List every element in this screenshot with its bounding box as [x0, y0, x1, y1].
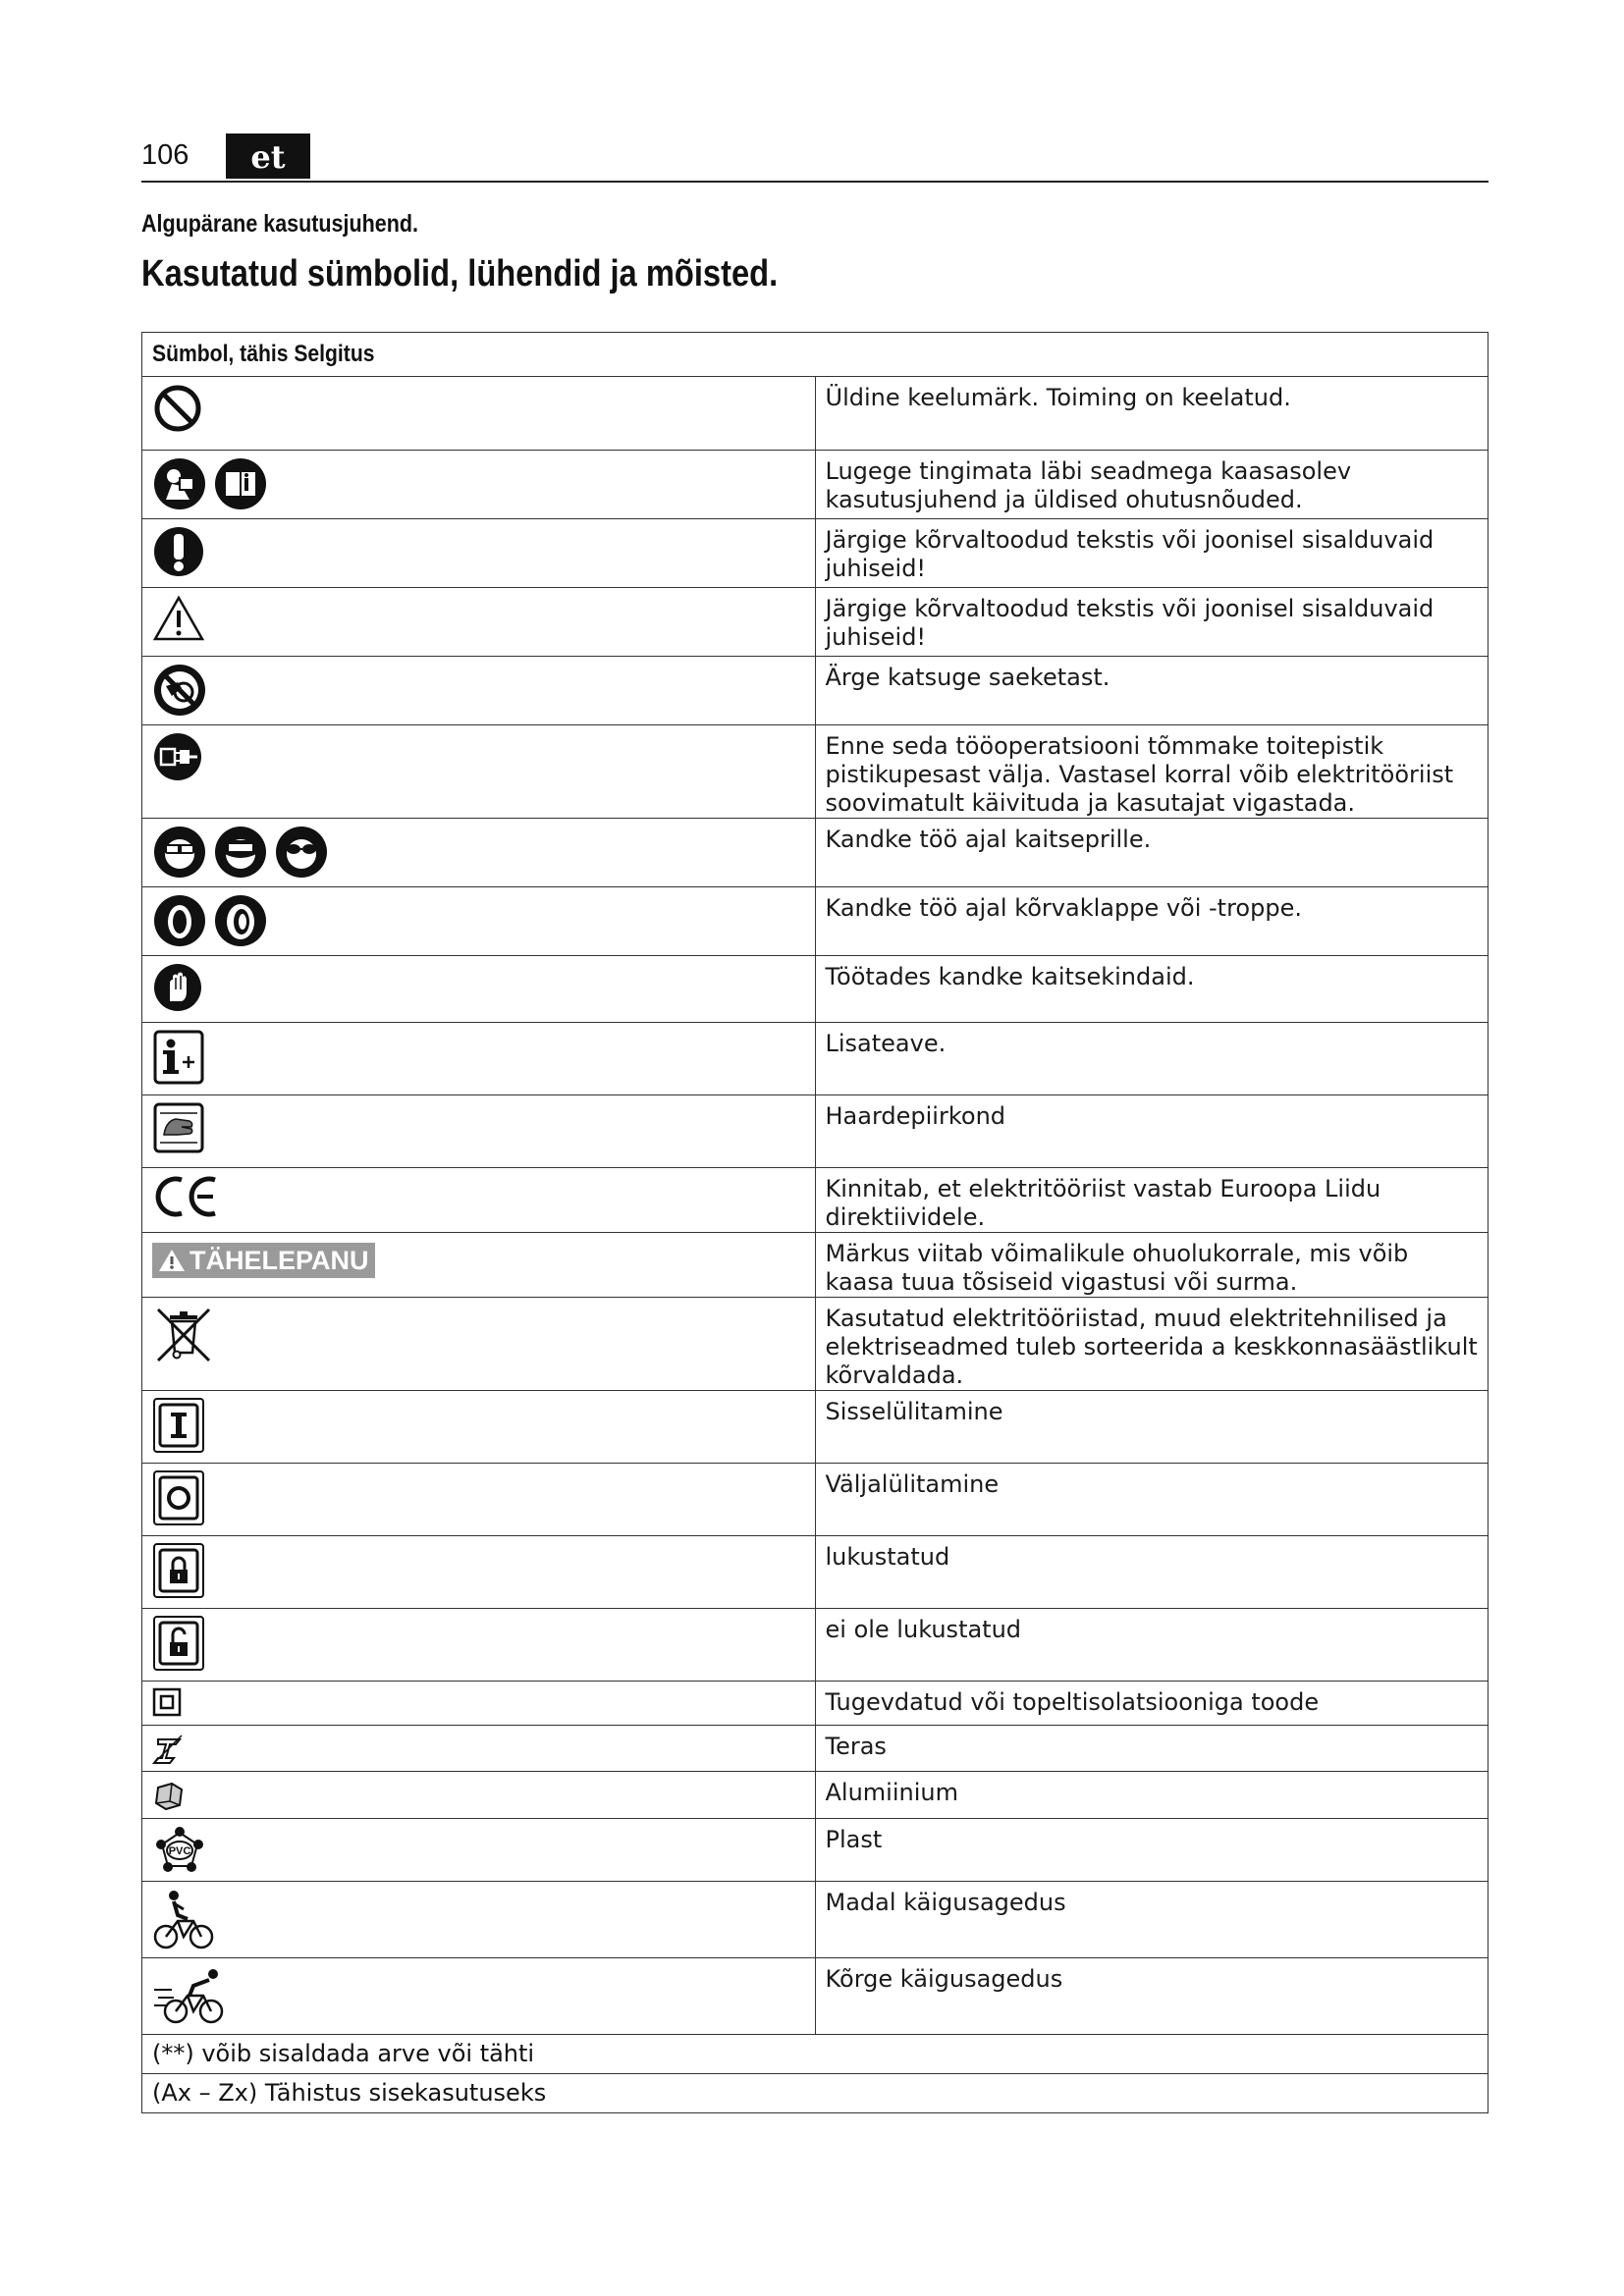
table-header-row	[142, 333, 1489, 377]
table-row	[142, 1168, 1489, 1233]
description-cell: Sisselülitamine	[815, 1391, 1489, 1464]
description-cell: Kasutatud elektritööriistad, muud elektritehnilised ja elektriseadmed tuleb sorteerida a keskkonnasäästlikult kõrvaldada.	[815, 1298, 1489, 1391]
description-cell: Teras	[815, 1726, 1489, 1772]
warning-banner-triangle-icon	[158, 1248, 186, 1273]
symbol-cell	[142, 1726, 816, 1772]
goggles-shield-icon	[213, 825, 268, 880]
table-row	[142, 1682, 1489, 1726]
do-not-touch-blade-icon	[152, 663, 207, 718]
description-cell: Töötades kandke kaitsekindaid.	[815, 956, 1489, 1023]
symbol-cell	[142, 1958, 816, 2035]
table-row	[142, 956, 1489, 1023]
description-cell: Märkus viitab võimalikule ohuolukorrale, mis võib kaasa tuua tõsiseid vigastusi või surma.	[815, 1233, 1489, 1298]
description-cell: Enne seda tööoperatsiooni tõmmake toitepistik pistikupesast välja. Vastasel korral võib elektritööriist soovimatult käivituda ja kasutajat vigastada.	[815, 725, 1489, 819]
table-footer-row	[142, 2074, 1489, 2113]
symbol-cell	[142, 1233, 816, 1298]
table-row	[142, 519, 1489, 588]
fast-cyclist-icon	[152, 1964, 229, 2029]
symbol-cell	[142, 887, 816, 956]
description-cell: Kinnitab, et elektritööriist vastab Euroopa Liidu direktiividele.	[815, 1168, 1489, 1233]
prohibition-icon	[152, 383, 203, 434]
symbols-table	[141, 332, 1489, 2113]
table-row	[142, 1391, 1489, 1464]
goggles-icon	[152, 825, 807, 880]
symbol-cell	[142, 1536, 816, 1609]
aluminium-icon	[152, 1778, 188, 1813]
ce-mark-icon	[152, 1174, 221, 1219]
gloves-icon	[152, 962, 203, 1013]
symbol-cell	[142, 819, 816, 887]
description-cell: Lugege tingimata läbi seadmega kaasasolev kasutusjuhend ja üldised ohutusnõuded.	[815, 451, 1489, 519]
goggles-visor-icon	[152, 825, 207, 880]
table-row	[142, 1536, 1489, 1609]
book-icon	[213, 456, 268, 511]
symbol-cell	[142, 725, 816, 819]
description-cell: ei ole lukustatud	[815, 1609, 1489, 1682]
description-cell: Järgige kõrvaltoodud tekstis või joonisel sisalduvaid juhiseid!	[815, 588, 1489, 657]
page-number: 106	[141, 139, 189, 171]
description-cell: Tugevdatud või topeltisolatsiooniga toode	[815, 1682, 1489, 1726]
table-row	[142, 1772, 1489, 1819]
description-cell: Alumiinium	[815, 1772, 1489, 1819]
pvc-plastic-icon	[152, 1825, 207, 1874]
page-header	[141, 133, 1489, 183]
warning-triangle-icon	[152, 594, 205, 643]
earmuffs-icon	[152, 893, 207, 948]
warning-banner-label: TÄHELEPANU	[189, 1245, 369, 1275]
symbol-cell	[142, 1095, 816, 1168]
table-row	[142, 1464, 1489, 1536]
symbol-cell	[142, 1882, 816, 1958]
earplugs-icon	[213, 893, 268, 948]
symbol-cell	[142, 1682, 816, 1726]
symbol-cell	[142, 519, 816, 588]
description-cell: Haardepiirkond	[815, 1095, 1489, 1168]
footnote: (Ax – Zx) Tähistus sisekasutuseks	[142, 2074, 1489, 2113]
table-row	[142, 1882, 1489, 1958]
symbol-cell	[142, 1772, 816, 1819]
description-cell: Väljalülitamine	[815, 1464, 1489, 1536]
switch-off-icon	[152, 1469, 205, 1526]
symbol-cell	[142, 1168, 816, 1233]
symbol-cell	[142, 1609, 816, 1682]
description-cell: Järgige kõrvaltoodud tekstis või joonisel sisalduvaid juhiseid!	[815, 519, 1489, 588]
table-header: Sümbol, tähis Selgitus	[142, 333, 1489, 377]
grip-area-icon	[152, 1101, 205, 1154]
warning-banner	[152, 1243, 375, 1278]
table-row	[142, 1095, 1489, 1168]
pvc-label: PVC	[168, 1845, 191, 1857]
table-row	[142, 887, 1489, 956]
table-row	[142, 377, 1489, 451]
table-row	[142, 1958, 1489, 2035]
description-cell: Kandke töö ajal kõrvaklappe või -troppe.	[815, 887, 1489, 956]
symbol-cell	[142, 1819, 816, 1882]
document-subtitle: Algupärane kasutusjuhend.	[141, 210, 418, 238]
table-row	[142, 725, 1489, 819]
goggles-glasses-icon	[274, 825, 329, 880]
symbol-cell	[142, 956, 816, 1023]
table-row	[142, 1819, 1489, 1882]
table-row	[142, 657, 1489, 725]
table-row	[142, 451, 1489, 519]
table-row	[142, 819, 1489, 887]
reader-icon	[152, 456, 207, 511]
weee-bin-icon	[152, 1304, 215, 1364]
table-row	[142, 1726, 1489, 1772]
exclamation-circle-icon	[152, 525, 205, 578]
unlocked-icon	[152, 1615, 205, 1672]
read-manual-icon	[152, 456, 807, 511]
table-row	[142, 1233, 1489, 1298]
steel-icon	[152, 1732, 188, 1767]
table-row	[142, 1609, 1489, 1682]
description-cell: Ärge katsuge saeketast.	[815, 657, 1489, 725]
table-row	[142, 1023, 1489, 1095]
locked-icon	[152, 1542, 205, 1599]
symbol-cell	[142, 377, 816, 451]
description-cell: Plast	[815, 1819, 1489, 1882]
description-cell: Üldine keelumärk. Toiming on keelatud.	[815, 377, 1489, 451]
description-cell: Kandke töö ajal kaitseprille.	[815, 819, 1489, 887]
symbol-cell	[142, 1391, 816, 1464]
table-footer-row	[142, 2035, 1489, 2074]
symbol-cell	[142, 1464, 816, 1536]
ear-protection-icon	[152, 893, 807, 948]
switch-on-icon	[152, 1397, 205, 1454]
info-icon	[152, 1029, 205, 1086]
table-row	[142, 588, 1489, 657]
symbol-cell	[142, 1023, 816, 1095]
unplug-icon	[152, 731, 203, 782]
table-row	[142, 1298, 1489, 1391]
double-insulation-icon	[152, 1687, 182, 1717]
symbol-cell	[142, 657, 816, 725]
symbol-cell	[142, 451, 816, 519]
description-cell: lukustatud	[815, 1536, 1489, 1609]
symbol-cell	[142, 1298, 816, 1391]
symbol-cell	[142, 588, 816, 657]
description-cell: Madal käigusagedus	[815, 1882, 1489, 1958]
slow-cyclist-icon	[152, 1888, 217, 1952]
language-badge: et	[226, 133, 310, 179]
description-cell: Kõrge käigusagedus	[815, 1958, 1489, 2035]
description-cell: Lisateave.	[815, 1023, 1489, 1095]
footnote: (**) võib sisaldada arve või tähti	[142, 2035, 1489, 2074]
page-title: Kasutatud sümbolid, lühendid ja mõisted.	[141, 253, 779, 294]
